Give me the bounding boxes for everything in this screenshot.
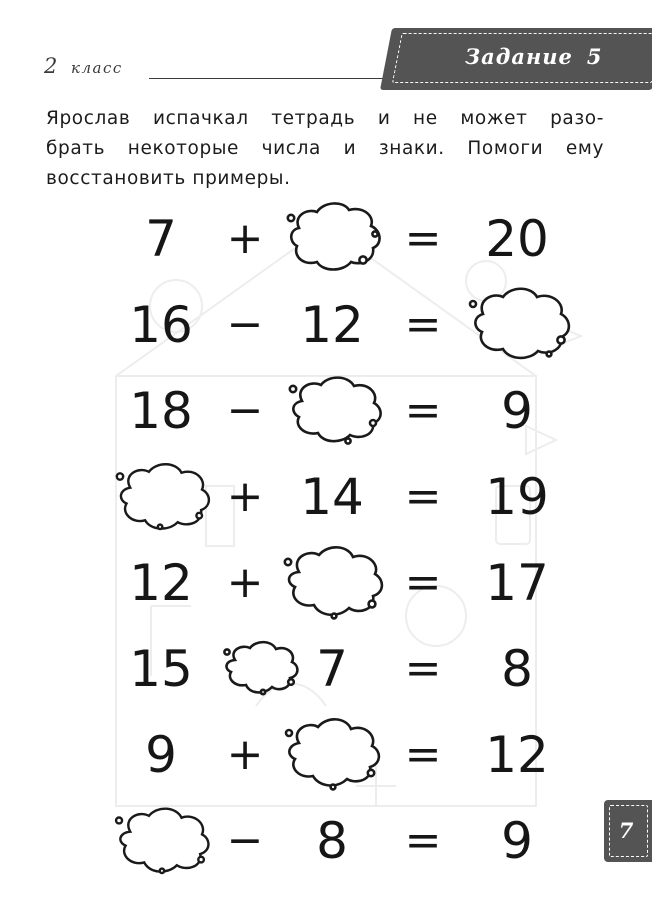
equals-sign: = [404, 643, 442, 694]
ink-blot [452, 282, 582, 368]
operand-left: 18 [129, 382, 193, 440]
operator: − [226, 299, 264, 350]
exercise-row [46, 454, 606, 540]
equals-sign: = [404, 729, 442, 780]
exercise-list [46, 196, 606, 884]
exercise-row [46, 368, 606, 454]
task-label: Задание [465, 44, 573, 69]
equals-sign: = [404, 557, 442, 608]
task-banner [380, 28, 652, 90]
operand-left: 15 [129, 640, 193, 698]
operator: − [226, 815, 264, 866]
instruction-line-1: Ярослав испачкал тетрадь и не может разо- [46, 108, 604, 129]
exercise-row [46, 282, 606, 368]
result-value: 9 [501, 382, 533, 440]
instruction-text [46, 104, 604, 194]
result-value: 19 [485, 468, 549, 526]
ink-blot [272, 540, 392, 626]
exercise-row [46, 626, 606, 712]
task-banner-text [465, 44, 603, 69]
ink-blot [272, 368, 392, 454]
ink-blot [272, 196, 392, 282]
result-value: 9 [501, 812, 533, 870]
ink-blot [106, 454, 216, 540]
instruction-line-3: восстановить примеры. [46, 168, 291, 189]
task-number: 5 [586, 44, 603, 69]
equals-sign: = [404, 213, 442, 264]
result-value: 8 [501, 640, 533, 698]
equals-sign: = [404, 815, 442, 866]
result-value: 20 [485, 210, 549, 268]
equals-sign: = [404, 471, 442, 522]
result-value: 12 [485, 726, 549, 784]
equals-sign: = [404, 299, 442, 350]
operand-right: 12 [300, 296, 364, 354]
exercise-row [46, 540, 606, 626]
operand-right: 8 [316, 812, 348, 870]
operator: + [226, 213, 264, 264]
page-number: 7 [618, 818, 634, 843]
operand-left: 16 [129, 296, 193, 354]
grade-word: класс [71, 59, 123, 77]
result-value: 17 [485, 554, 549, 612]
operand-left: 9 [145, 726, 177, 784]
operator: − [226, 385, 264, 436]
exercise-row [46, 196, 606, 282]
operand-left: 7 [145, 210, 177, 268]
instruction-line-2: брать некоторые числа и знаки. Помоги ему [46, 138, 604, 159]
equals-sign: = [404, 385, 442, 436]
operand-right: 14 [300, 468, 364, 526]
page-number-tab [604, 800, 652, 862]
operand-right: 7 [316, 640, 348, 698]
grade-number: 2 [44, 54, 58, 78]
exercise-row [46, 712, 606, 798]
ink-blot [106, 798, 216, 884]
operator: + [226, 729, 264, 780]
operator: + [226, 471, 264, 522]
operator: + [226, 557, 264, 608]
exercise-row [46, 798, 606, 884]
operand-left: 12 [129, 554, 193, 612]
ink-blot [272, 712, 392, 798]
grade-line [44, 52, 424, 84]
